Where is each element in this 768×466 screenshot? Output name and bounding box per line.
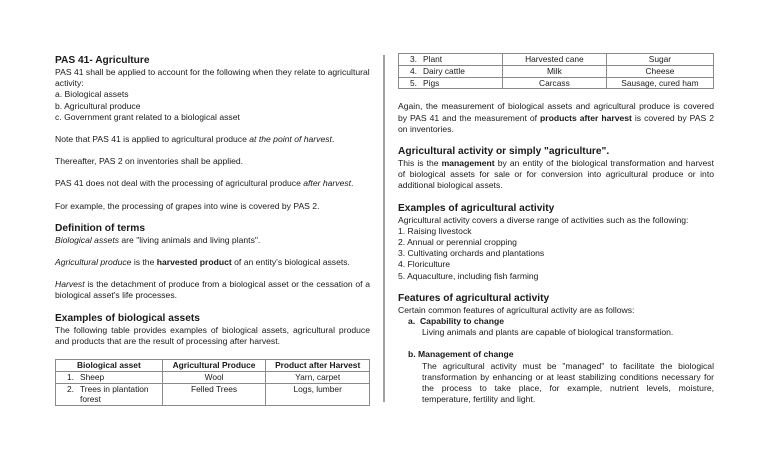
activity-item: 4. Floriculture	[398, 259, 451, 270]
activity-definition: This is the management by an entity of the biological transformation and harvest of biological assets for sale or for conversion into agricultural produce or into additional biological assets.	[398, 158, 714, 191]
examples-table-part1	[55, 359, 370, 406]
table-header: Biological asset	[56, 360, 163, 372]
scope-item: a. Biological assets	[55, 89, 129, 100]
scope-item: c. Government grant related to a biological asset	[55, 111, 240, 122]
def-harvest: Harvest is the detachment of produce from a biological asset or the cessation of a biological asset's life processes.	[55, 279, 370, 301]
feature-a-title: a. Capability to change	[408, 316, 504, 327]
section-title-activity: Agricultural activity or simply "agriculture".	[398, 146, 610, 157]
not-deal-text: PAS 41 does not deal with the processing of agricultural produce after harvest.	[55, 178, 354, 189]
activity-item: 1. Raising livestock	[398, 225, 472, 236]
activity-item: 3. Cultivating orchards and plantations	[398, 248, 545, 259]
examples-activity-intro: Agricultural activity covers a diverse range of activities such as the following:	[398, 214, 689, 225]
table-row: 2. Trees in plantation forest Felled Trees Logs, lumber	[56, 383, 370, 406]
feature-b-body: The agricultural activity must be "managed" to facilitate the biological transformation by enhancing or at least stabilizing conditions necessary for the process to take place, for example, nutrient levels, moisture, temperature, fertility and light.	[422, 360, 714, 405]
scope-item: b. Agricultural produce	[55, 100, 141, 111]
note-text: Note that PAS 41 is applied to agricultural produce at the point of harvest.	[55, 134, 335, 145]
example-text: For example, the processing of grapes into wine is covered by PAS 2.	[55, 200, 320, 211]
page-divider	[383, 55, 385, 402]
table-row: 4. Dairy cattle Milk Cheese	[399, 65, 714, 77]
table-row: 5. Pigs Carcass Sausage, cured ham	[399, 77, 714, 89]
activity-item: 2. Annual or perennial cropping	[398, 237, 517, 248]
right-page	[398, 53, 714, 405]
again-text: Again, the measurement of biological assets and agricultural produce is covered by PAS 41 and the measurement of products after harvest is covered by PAS 2 on inventories.	[398, 101, 714, 134]
section-title-pas41: PAS 41- Agriculture	[55, 55, 150, 66]
thereafter-text: Thereafter, PAS 2 on inventories shall be applied.	[55, 156, 244, 167]
table-header: Product after Harvest	[266, 360, 370, 372]
def-biological-assets: Biological assets are "living animals and living plants".	[55, 234, 261, 245]
table-row: 1. Sheep Wool Yarn, carpet	[56, 371, 370, 383]
feature-a-body: Living animals and plants are capable of biological transformation.	[422, 327, 674, 338]
examples-intro: The following table provides examples of biological assets, agricultural produce and products that are the result of processing after harvest.	[55, 324, 370, 346]
intro-text: PAS 41 shall be applied to account for the following when they relate to agricultural activity:	[55, 67, 370, 89]
section-title-examples-activity: Examples of agricultural activity	[398, 202, 555, 214]
activity-item: 5. Aquaculture, including fish farming	[398, 270, 539, 281]
feature-b-title: b. Management of change	[408, 349, 514, 360]
left-page	[55, 54, 370, 406]
table-header: Agricultural Produce	[162, 360, 266, 372]
section-title-examples-bio: Examples of biological assets	[55, 312, 200, 324]
def-agricultural-produce: Agricultural produce is the harvested product of an entity's biological assets.	[55, 257, 350, 268]
section-title-definitions: Definition of terms	[55, 222, 145, 234]
features-intro: Certain common features of agricultural activity are as follows:	[398, 304, 635, 315]
table-row: 3. Plant Harvested cane Sugar	[399, 54, 714, 66]
examples-table-part2	[398, 53, 714, 89]
section-title-features: Features of agricultural activity	[398, 292, 550, 304]
